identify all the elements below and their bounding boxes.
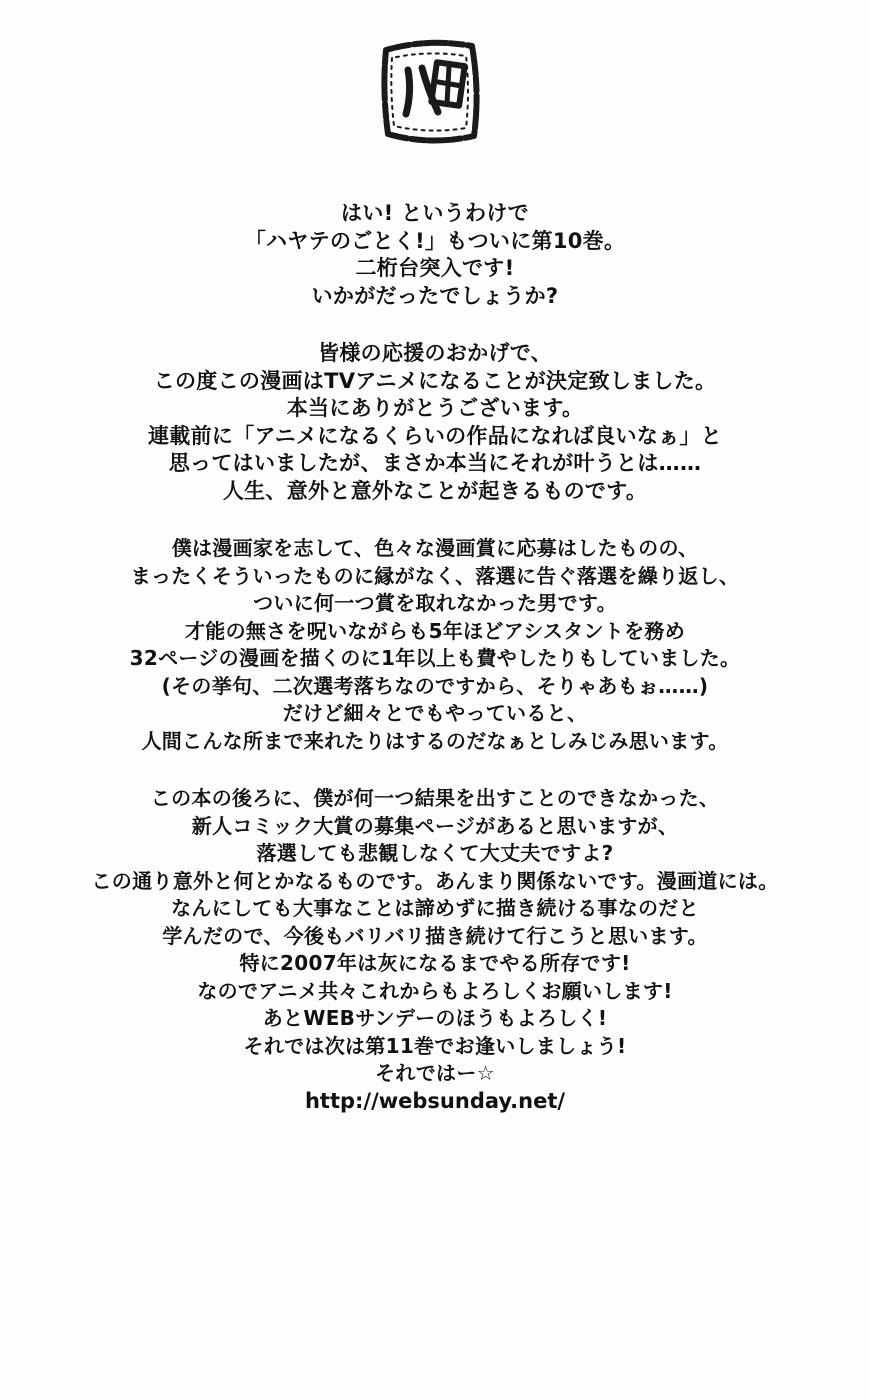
text-line: 学んだので、今後もバリバリ描き続けて行こうと思います。 [162, 923, 708, 948]
text-line: 「ハヤテのごとく!」もついに第10巻。 [244, 228, 626, 253]
website-url: http://websunday.net/ [304, 1088, 566, 1113]
paragraph-1 [0, 200, 870, 310]
text-line: それでは次は第11巻でお逢いしましょう! [243, 1033, 627, 1058]
text-line: 僕は漫画家を志して、色々な漫画賞に応募はしたものの、 [171, 536, 699, 560]
text-line: あとWEBサンデーのほうもよろしく! [262, 1006, 608, 1030]
text-line: この本の後ろに、僕が何一つ結果を出すことのできなかった、 [150, 786, 720, 810]
text-line: 新人コミック大賞の募集ページがあると思いますが、 [191, 813, 679, 838]
text-line: いかがだったでしょうか? [311, 283, 559, 308]
text-line: 思ってはいましたが、まさか本当にそれが叶うとは…… [168, 451, 702, 475]
text-line: 人間こんな所まで来れたりはするのだなぁとしみじみ思います。 [141, 728, 729, 753]
text-line: なんにしても大事なことは諦めずに描き続ける事なのだと [171, 896, 699, 920]
text-line: それではー☆ [375, 1061, 495, 1085]
text-line: この通り意外と何とかなるものです。あんまり関係ないです。漫画道には。 [91, 868, 779, 893]
text-line: 皆様の応援のおかげで、 [318, 341, 552, 365]
text-line: ついに何一つ賞を取れなかった男です。 [253, 591, 617, 615]
author-seal-stamp [372, 30, 488, 152]
text-line: この度この漫画はTVアニメになることが決定致しました。 [153, 368, 717, 393]
text-line: まったくそういったものに縁がなく、落選に告ぐ落選を繰り返し、 [130, 563, 740, 588]
text-line: 連載前に「アニメになるくらいの作品になれば良いなぁ」と [147, 423, 723, 448]
text-line: はい! というわけで [341, 201, 529, 225]
paragraph-2 [0, 340, 870, 505]
paragraph-4 [0, 785, 870, 1115]
text-line: なのでアニメ共々これからもよろしくお願いします! [197, 978, 673, 1003]
text-line: 32ページの漫画を描くのに1年以上も費やしたりもしていました。 [129, 646, 741, 670]
text-line: (その挙句、二次選考落ちなのですから、そりゃあもぉ……) [161, 673, 709, 698]
afterword-text [0, 200, 870, 1115]
text-line: 二桁台突入です! [355, 256, 515, 280]
text-line: 本当にありがとうございます。 [286, 396, 584, 420]
text-line: 才能の無さを呪いながらも5年ほどアシスタントを務め [184, 618, 685, 643]
text-line: 特に2007年は灰になるまでやる所存です! [239, 951, 631, 975]
text-line: だけど細々とでもやっていると、 [282, 701, 588, 725]
paragraph-3 [0, 535, 870, 755]
text-line: 人生、意外と意外なことが起きるものです。 [222, 478, 648, 503]
text-line: 落選しても悲観しなくて大丈夫ですよ? [256, 841, 614, 865]
